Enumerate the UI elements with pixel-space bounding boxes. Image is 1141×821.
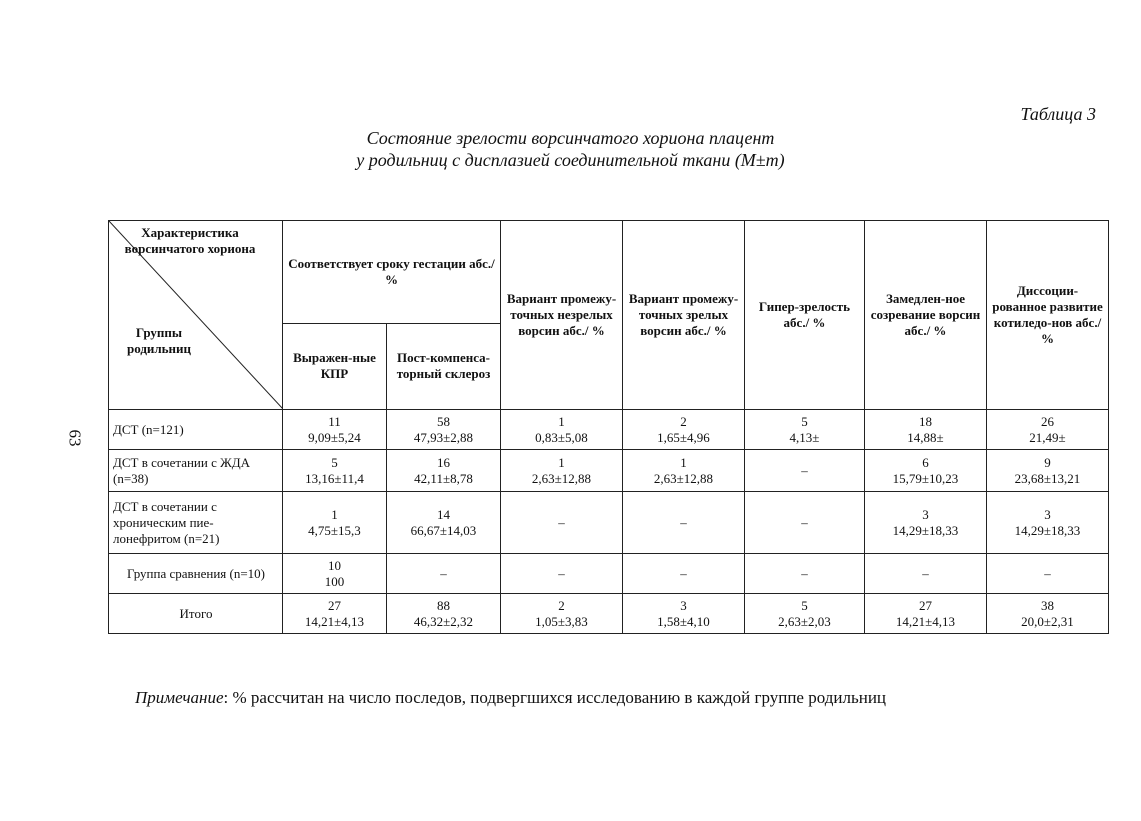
cell: 1 4,75±15,3 [283,492,387,554]
cell: 16 42,11±8,78 [387,450,501,492]
cell: 27 14,21±4,13 [865,594,987,634]
row-group: ДСТ в сочетании с ЖДА (n=38) [109,450,283,492]
header-match-sub2: Пост-компенса-торный склероз [387,323,501,409]
row-group: Группа сравнения (n=10) [109,554,283,594]
table-row [109,492,1109,554]
header-col5: Гипер-зрелость абс./ % [745,221,865,410]
cell: – [501,554,623,594]
cell: 38 20,0±2,31 [987,594,1109,634]
header-col3: Вариант промежу-точных незрелых ворсин абс./ % [501,221,623,410]
table-row [109,554,1109,594]
table-row [109,410,1109,450]
header-col6: Замедлен-ное созревание ворсин абс./ % [865,221,987,410]
header-col4: Вариант промежу-точных зрелых ворсин абс./ % [623,221,745,410]
cell: 3 14,29±18,33 [865,492,987,554]
cell: 1 0,83±5,08 [501,410,623,450]
footnote-text: : % рассчитан на число последов, подвергшихся исследованию в каждой группе родильниц [223,688,887,707]
cell: 88 46,32±2,32 [387,594,501,634]
cell: – [745,492,865,554]
title-line-2: у родильниц с дисплазией соединительной ткани (M±m) [356,150,785,170]
cell: 18 14,88± [865,410,987,450]
header-characteristic: Характеристика ворсинчатого хориона [124,225,256,256]
cell: 6 15,79±10,23 [865,450,987,492]
cell: 2 1,65±4,96 [623,410,745,450]
cell: 1 2,63±12,88 [623,450,745,492]
cell: 26 21,49± [987,410,1109,450]
table-title [0,127,1141,171]
cell: 3 14,29±18,33 [987,492,1109,554]
row-group: ДСТ (n=121) [109,410,283,450]
header-match-sub1: Выражен-ные КПР [283,323,387,409]
header-diagonal-cell [109,221,283,410]
cell: 5 4,13± [745,410,865,450]
table-row [109,450,1109,492]
header-groups: Группы родильниц [126,325,192,356]
cell: – [865,554,987,594]
header-match-gestation: Соответствует сроку гестации абс./ % [283,221,501,324]
cell: 2 1,05±3,83 [501,594,623,634]
cell: 58 47,93±2,88 [387,410,501,450]
cell: 10 100 [283,554,387,594]
cell: – [623,554,745,594]
cell: 9 23,68±13,21 [987,450,1109,492]
header-col7: Диссоции-рованное развитие котиледо-нов абс./ % [987,221,1109,410]
cell: – [987,554,1109,594]
cell: 3 1,58±4,10 [623,594,745,634]
cell: – [623,492,745,554]
cell: 14 66,67±14,03 [387,492,501,554]
cell: – [387,554,501,594]
cell: 1 2,63±12,88 [501,450,623,492]
cell: 27 14,21±4,13 [283,594,387,634]
table-label: Таблица 3 [1020,104,1096,124]
row-group: Итого [109,594,283,634]
title-line-1: Состояние зрелости ворсинчатого хориона плацент [366,128,775,148]
cell: – [745,554,865,594]
footnote-label: Примечание [135,688,224,707]
row-group: ДСТ в сочетании с хроническим пие-лонефритом (n=21) [109,492,283,554]
page-number: 63 [65,429,85,447]
cell: – [501,492,623,554]
cell: – [745,450,865,492]
cell: 5 2,63±2,03 [745,594,865,634]
cell: 11 9,09±5,24 [283,410,387,450]
table-row-total [109,594,1109,634]
maturity-table [108,220,1109,634]
cell: 5 13,16±11,4 [283,450,387,492]
footnote [135,688,886,708]
